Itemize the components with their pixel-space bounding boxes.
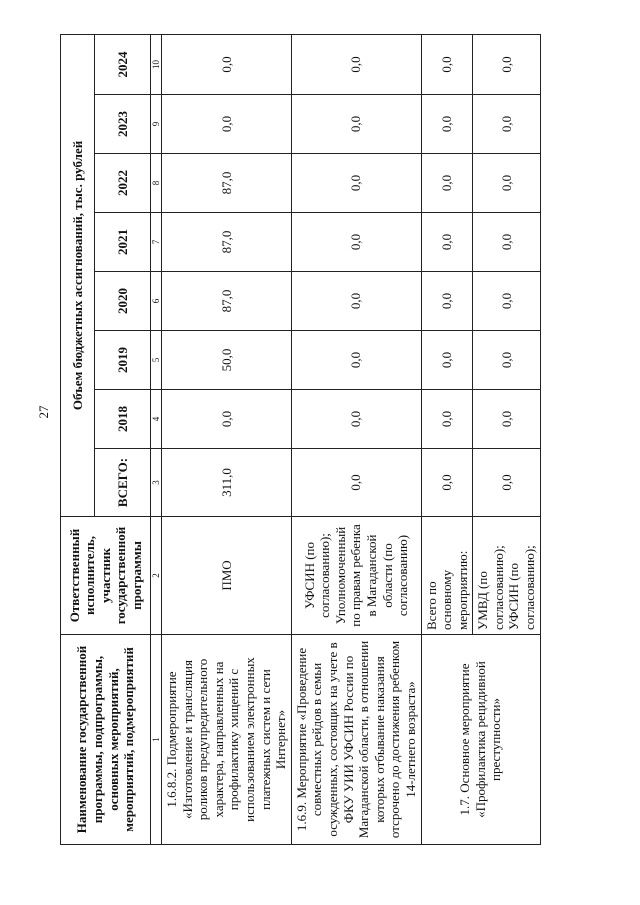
row-value: 0,0 (162, 390, 292, 449)
row-value: 0,0 (473, 390, 540, 449)
row-value: 0,0 (291, 154, 421, 213)
page-number: 27 (36, 405, 51, 419)
row-responsible: УФСИН (по согласованию); Уполномоченный по правам ребенка в Магаданской области (по согласованию) (291, 517, 421, 635)
row-value: 0,0 (421, 95, 473, 154)
row-responsible: УМВД (по согласованию); УФСИН (по согласованию); (473, 517, 540, 635)
budget-table (60, 34, 541, 845)
column-number: 9 (151, 95, 162, 154)
header-total: ВСЕГО: (95, 449, 151, 517)
row-value: 0,0 (291, 331, 421, 390)
row-value: 87,0 (162, 272, 292, 331)
column-number: 7 (151, 213, 162, 272)
row-value: 0,0 (162, 34, 292, 94)
header-name: Наименование государственной программы, подпрограммы, основных мероприятий, мероприятий, подмероприятий (61, 635, 151, 845)
row-value: 0,0 (473, 331, 540, 390)
row-value: 0,0 (291, 95, 421, 154)
row-total: 0,0 (421, 449, 473, 517)
row-value: 0,0 (421, 34, 473, 94)
table-row (162, 34, 292, 844)
row-value: 0,0 (421, 331, 473, 390)
row-value: 0,0 (291, 272, 421, 331)
column-number: 3 (151, 449, 162, 517)
row-value: 0,0 (473, 34, 540, 94)
column-number: 2 (151, 517, 162, 635)
row-value: 0,0 (291, 213, 421, 272)
column-number: 6 (151, 272, 162, 331)
row-value: 50,0 (162, 331, 292, 390)
row-total: 311,0 (162, 449, 292, 517)
row-value: 0,0 (291, 390, 421, 449)
column-number: 8 (151, 154, 162, 213)
row-value: 87,0 (162, 154, 292, 213)
header-budget-group: Объем бюджетных ассигнований, тыс. рублей (61, 34, 95, 516)
row-value: 0,0 (162, 95, 292, 154)
header-year: 2018 (95, 390, 151, 449)
row-total: 0,0 (473, 449, 540, 517)
header-responsible: Ответственный исполнитель, участник государственной программы (61, 517, 151, 635)
row-name: 1.6.8.2. Подмероприятие «Изготовление и трансляция роликов предупредительного характера, направленных на профилактику хищений с использованием электронных платежных систем и сети Интернет» (162, 635, 292, 845)
header-year: 2020 (95, 272, 151, 331)
header-year: 2023 (95, 95, 151, 154)
row-value: 87,0 (162, 213, 292, 272)
row-value: 0,0 (291, 34, 421, 94)
header-year: 2021 (95, 213, 151, 272)
row-value: 0,0 (473, 272, 540, 331)
column-number: 4 (151, 390, 162, 449)
row-value: 0,0 (421, 213, 473, 272)
row-name: 1.6.9. Мероприятие «Проведение совместных рейдов в семьи осужденных, состоящих на учете в ФКУ УИИ УФСИН России по Магаданской области, в отношении которых отбывание наказания отсрочено до достижения ребенком 14-летнего возраста» (291, 635, 421, 845)
row-value: 0,0 (421, 154, 473, 213)
column-number: 5 (151, 331, 162, 390)
row-value: 0,0 (421, 272, 473, 331)
row-value: 0,0 (473, 154, 540, 213)
table-row (421, 34, 473, 844)
column-number: 1 (151, 635, 162, 845)
table-row (291, 34, 421, 844)
row-value: 0,0 (473, 213, 540, 272)
header-year: 2024 (95, 34, 151, 94)
row-value: 0,0 (473, 95, 540, 154)
header-year: 2022 (95, 154, 151, 213)
row-responsible: ПМО (162, 517, 292, 635)
budget-table-rotated (60, 35, 538, 845)
header-year: 2019 (95, 331, 151, 390)
row-value: 0,0 (421, 390, 473, 449)
row-total: 0,0 (291, 449, 421, 517)
column-number: 10 (151, 34, 162, 94)
row-responsible: Всего по основному мероприятию: (421, 517, 473, 635)
row-name: 1.7. Основное мероприятие «Профилактика рецидивной преступности» (421, 635, 540, 845)
